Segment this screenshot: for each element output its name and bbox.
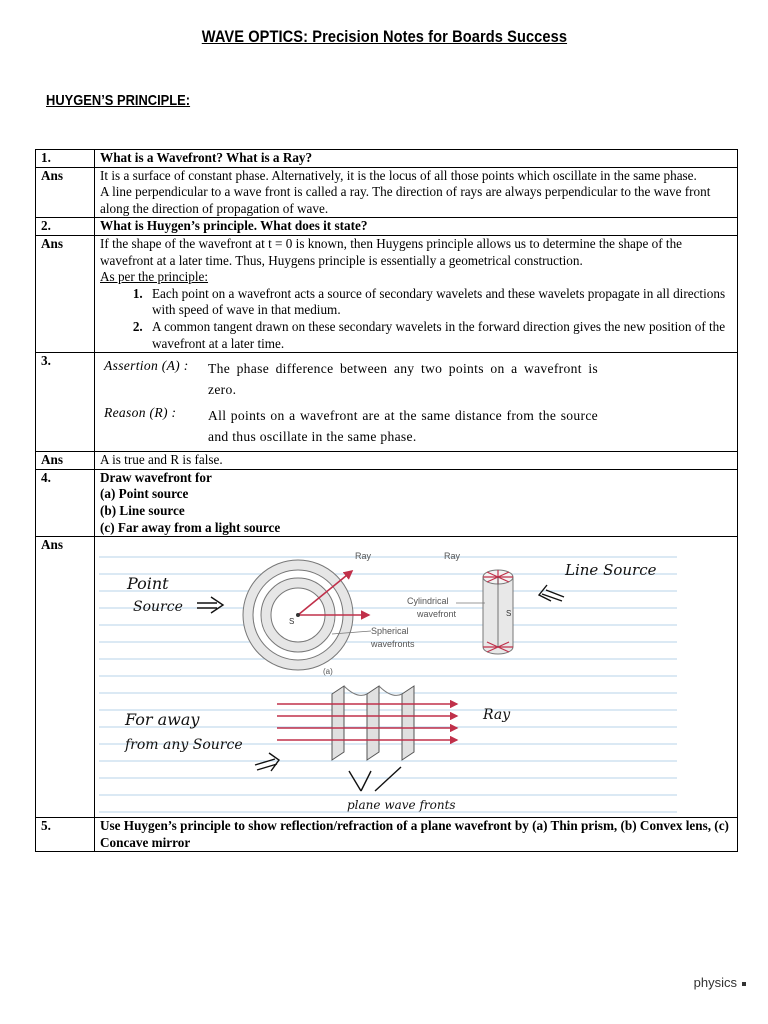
hand-label-ray: Ray (483, 707, 511, 724)
qa-table (35, 149, 738, 852)
spherical-wavefronts-drawing (243, 551, 415, 676)
hand-label-from-any-source: from any Source (125, 737, 243, 754)
hand-label-source: Source (133, 599, 183, 616)
spherical-label: Spherical (371, 626, 409, 637)
table-row (36, 537, 738, 818)
wavefront-figure (99, 539, 677, 819)
footer-text: physics (693, 975, 737, 990)
question-number: 5. (36, 818, 95, 852)
table-row (36, 150, 738, 168)
hand-label-plane-wavefronts: plane wave fronts (347, 798, 456, 813)
assertion-label: Assertion (A) : (104, 358, 189, 374)
source-label: S (289, 617, 295, 627)
footer-subject (694, 975, 746, 990)
question-line: (a) Point source (100, 486, 189, 502)
question-number: 1. (36, 150, 95, 168)
cylindrical-label: Cylindrical (407, 596, 449, 607)
hand-label-line-source: Line Source (565, 561, 657, 580)
table-row (36, 235, 738, 352)
hand-label-point: Point (127, 574, 169, 594)
question-line: (b) Line source (100, 502, 185, 518)
cylindrical-wavefront-drawing (407, 551, 513, 654)
answer-cell (95, 235, 738, 352)
answer-label: Ans (36, 167, 95, 218)
document-title: WAVE OPTICS: Precision Notes for Boards Success (201, 27, 567, 46)
plane-wavefronts-drawing (277, 686, 457, 760)
question-number: 4. (36, 469, 95, 536)
question-text: What is a Wavefront? What is a Ray? (95, 150, 738, 168)
reason-text: All points on a wavefront are at the same distance from the source and thus oscillate in the same phase. (208, 408, 598, 445)
assertion-text: The phase difference between any two points on a wavefront is zero. (208, 361, 598, 398)
question-line: (c) Far away from a light source (100, 519, 281, 535)
table-row (36, 167, 738, 218)
list-item: 2. A common tangent drawn on these secondary wavelets in the forward direction gives the new position of the wavefront at a later time. (146, 319, 732, 352)
figure-cell (95, 537, 738, 818)
footer-square-icon (742, 982, 746, 986)
question-line: Draw wavefront for (100, 469, 212, 485)
question-cell (95, 469, 738, 536)
question-number: 3. (36, 353, 95, 452)
source-label: S (506, 609, 512, 619)
assertion-reason-cell (95, 353, 738, 452)
answer-label: Ans (36, 235, 95, 352)
question-number: 2. (36, 218, 95, 236)
section-heading: HUYGEN’S PRINCIPLE: (46, 92, 191, 109)
question-text: What is Huygen’s principle. What does it state? (95, 218, 738, 236)
answer-paragraph: If the shape of the wavefront at t = 0 is known, then Huygens principle allows us to determine the shape of the wavefront at a later time. Thus, Huygens principle is essentially a geometrical construction. (100, 235, 683, 268)
answer-label: Ans (36, 452, 95, 470)
answer-lead: As per the principle: (100, 269, 209, 285)
handwritten-notes (124, 561, 657, 812)
ray-label: Ray (355, 551, 372, 562)
table-row (36, 818, 738, 852)
ruled-lines (99, 557, 677, 812)
reason-label: Reason (R) : (104, 405, 177, 421)
answer-paragraph: It is a surface of constant phase. Alternatively, it is the locus of all those points which oscillate in the same phase. (100, 167, 697, 183)
list-item: 1. Each point on a wavefront acts a source of secondary wavelets and these wavelets propagate in all directions with speed of wave in that medium. (146, 286, 732, 319)
answer-text: A is true and R is false. (95, 452, 738, 470)
ray-label: Ray (444, 551, 461, 562)
table-row (36, 469, 738, 536)
answer-label: Ans (36, 537, 95, 818)
cylindrical-label: wavefront (417, 609, 457, 620)
principle-list (100, 286, 732, 352)
hand-label-far-away: For away (125, 710, 200, 730)
spherical-label: wavefronts (371, 639, 415, 650)
answer-cell (95, 167, 738, 218)
table-row (36, 353, 738, 452)
table-row (36, 452, 738, 470)
figure-label: (a) (323, 667, 333, 677)
table-row (36, 218, 738, 236)
question-text: Use Huygen’s principle to show reflection/refraction of a plane wavefront by (a) Thin prism, (b) Convex lens, (c) Concave mirror (95, 818, 738, 852)
answer-paragraph: A line perpendicular to a wave front is called a ray. The direction of rays are always perpendicular to the wave front along the direction of propagation of wave. (100, 184, 711, 216)
